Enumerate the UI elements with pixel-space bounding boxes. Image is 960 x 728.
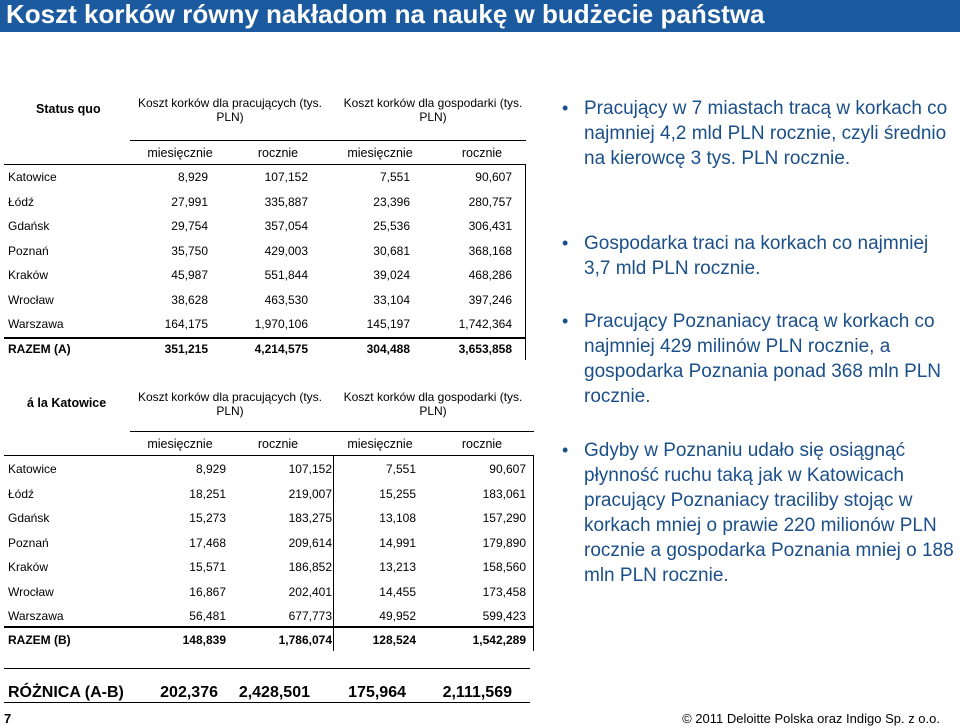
table-cell: 183,275: [288, 511, 332, 525]
table-cell: 145,197: [366, 317, 410, 331]
table-a-header-rule: [130, 140, 526, 141]
table-cell: 335,887: [264, 194, 308, 209]
table-cell: 599,423: [482, 609, 526, 623]
difference-bottom-rule: [4, 702, 530, 703]
city-name: Poznań: [8, 243, 49, 258]
table-cell: 1,970,106: [254, 317, 308, 331]
table-a-right-rule: [525, 164, 526, 360]
bullet-dot-icon: •: [562, 440, 569, 460]
bullet-text: Pracujący Poznaniacy tracą w korkach co najmniej 429 milinów PLN rocznie, a gospodarka Poznania ponad 368 mln PLN rocznie.: [584, 311, 942, 407]
difference-top-rule: [4, 668, 530, 669]
table-a-sub-1: rocznie: [257, 146, 299, 160]
table-a-sub-3: rocznie: [461, 146, 503, 160]
table-cell: 7,551: [379, 170, 410, 184]
table-cell: 35,750: [171, 243, 208, 258]
table-a-label: Status quo: [36, 102, 101, 116]
total-label: RAZEM (B): [8, 633, 71, 647]
table-cell: 186,852: [288, 560, 332, 574]
city-name: Wrocław: [8, 292, 54, 307]
table-b-sub-1: rocznie: [257, 437, 299, 451]
table-cell: 27,991: [171, 194, 208, 209]
table-b-label: á la Katowice: [27, 396, 107, 410]
city-name: Gdańsk: [8, 219, 50, 233]
table-cell: 14,991: [379, 535, 416, 550]
table-a-subheader-rule: [4, 164, 526, 165]
table-cell: 14,455: [379, 584, 416, 599]
table-b-mid-rule: [333, 455, 334, 651]
table-b-sub-3: rocznie: [461, 437, 503, 451]
table-cell: 16,867: [189, 584, 226, 599]
table-cell: 8,929: [195, 462, 226, 476]
table-cell: 1,742,364: [458, 317, 512, 331]
table-a-group2-header: Koszt korków dla gospodarki (tys. PLN): [343, 96, 523, 124]
city-name: Wrocław: [8, 584, 54, 599]
city-name: Poznań: [8, 535, 49, 550]
table-cell: 90,607: [489, 462, 526, 476]
table-b-sub-0: miesięcznie: [147, 437, 213, 451]
city-name: Katowice: [8, 462, 57, 476]
table-b-group2-header: Koszt korków dla gospodarki (tys. PLN): [343, 390, 523, 418]
table-cell: 219,007: [288, 486, 332, 501]
table-b-header-rule: [130, 431, 534, 432]
table-cell: 164,175: [164, 317, 208, 331]
total-label: RAZEM (A): [8, 342, 71, 356]
difference-value: 2,111,569: [442, 684, 512, 701]
bullet-dot-icon: •: [562, 98, 569, 118]
total-cell: 1,542,289: [472, 633, 526, 647]
table-cell: 13,108: [379, 511, 416, 525]
table-cell: 45,987: [171, 268, 208, 282]
total-cell: 4,214,575: [254, 342, 308, 356]
city-name: Kraków: [8, 560, 49, 574]
table-cell: 7,551: [385, 462, 416, 476]
table-cell: 368,168: [468, 243, 512, 258]
total-cell: 304,488: [366, 342, 410, 356]
table-cell: 56,481: [189, 609, 226, 623]
table-cell: 357,054: [264, 219, 308, 233]
table-cell: 13,213: [379, 560, 416, 574]
table-cell: 183,061: [482, 486, 526, 501]
bullet-dot-icon: •: [562, 311, 569, 331]
table-cell: 280,757: [468, 194, 512, 209]
difference-label: RÓŻNICA (A-B): [8, 684, 124, 701]
table-cell: 463,530: [264, 292, 308, 307]
table-cell: 468,286: [468, 268, 512, 282]
difference-value: 202,376: [160, 684, 218, 701]
table-cell: 30,681: [373, 243, 410, 258]
table-a-sub-0: miesięcznie: [147, 146, 213, 160]
table-b-sub-2: miesięcznie: [347, 437, 413, 451]
table-cell: 107,152: [288, 462, 332, 476]
total-cell: 1,786,074: [278, 633, 332, 647]
table-cell: 15,255: [379, 486, 416, 501]
city-name: Kraków: [8, 268, 49, 282]
table-cell: 33,104: [373, 292, 410, 307]
table-cell: 15,571: [189, 560, 226, 574]
city-name: Warszawa: [8, 317, 64, 331]
bullet-text: Pracujący w 7 miastach tracą w korkach co najmniej 4,2 mld PLN rocznie, czyli średnio na kierowcę 3 tys. PLN rocznie.: [584, 98, 948, 169]
table-cell: 29,754: [171, 219, 208, 233]
table-cell: 107,152: [264, 170, 308, 184]
total-cell: 3,653,858: [458, 342, 512, 356]
title-bar: [0, 0, 960, 32]
table-cell: 17,468: [189, 535, 226, 550]
table-b-group1-header: Koszt korków dla pracujących (tys. PLN): [137, 390, 323, 418]
total-cell: 351,215: [164, 342, 208, 356]
table-cell: 397,246: [468, 292, 512, 307]
table-cell: 306,431: [468, 219, 512, 233]
table-a-total-rule: [4, 337, 526, 339]
copyright-text: © 2011 Deloitte Polska oraz Indigo Sp. z o.o.: [682, 711, 940, 726]
table-cell: 429,003: [264, 243, 308, 258]
bullet-text: Gospodarka traci na korkach co najmniej 3,7 mld PLN rocznie.: [584, 233, 929, 279]
city-name: Warszawa: [8, 609, 64, 623]
table-cell: 49,952: [379, 609, 416, 623]
table-cell: 8,929: [177, 170, 208, 184]
difference-value: 2,428,501: [238, 684, 310, 701]
table-cell: 25,536: [373, 219, 410, 233]
table-cell: 90,607: [475, 170, 512, 184]
table-b-subheader-rule: [4, 455, 534, 456]
table-cell: 179,890: [482, 535, 526, 550]
bullet-dot-icon: •: [562, 233, 569, 253]
table-cell: 157,290: [482, 511, 526, 525]
table-cell: 677,773: [288, 609, 332, 623]
difference-value: 175,964: [348, 684, 406, 701]
table-cell: 39,024: [373, 268, 410, 282]
table-cell: 551,844: [264, 268, 308, 282]
table-cell: 38,628: [171, 292, 208, 307]
table-b-right-rule: [533, 455, 534, 651]
city-name: Łódź: [8, 194, 35, 209]
slide-title: Koszt korków równy nakładom na naukę w budżecie państwa: [6, 0, 765, 29]
table-cell: 209,614: [288, 535, 332, 550]
city-name: Łódź: [8, 486, 35, 501]
table-cell: 173,458: [482, 584, 526, 599]
page-number: 7: [4, 711, 12, 726]
table-cell: 23,396: [373, 194, 410, 209]
city-name: Katowice: [8, 170, 57, 184]
total-cell: 148,839: [182, 633, 226, 647]
table-cell: 202,401: [288, 584, 332, 599]
table-cell: 18,251: [189, 486, 226, 501]
total-cell: 128,524: [372, 633, 416, 647]
bullet-text: Gdyby w Poznaniu udało się osiągnąć płynność ruchu taką jak w Katowicach pracujący Poznaniacy traciliby stojąc w korkach mniej o prawie 220 milionów PLN rocznie a gospodarka Poznania mniej o 188 mln PLN rocznie.: [584, 440, 954, 586]
city-name: Gdańsk: [8, 511, 50, 525]
table-a-group1-header: Koszt korków dla pracujących (tys. PLN): [137, 96, 323, 124]
table-cell: 158,560: [482, 560, 526, 574]
table-a-sub-2: miesięcznie: [347, 146, 413, 160]
table-b-total-rule: [4, 626, 534, 628]
table-cell: 15,273: [189, 511, 226, 525]
